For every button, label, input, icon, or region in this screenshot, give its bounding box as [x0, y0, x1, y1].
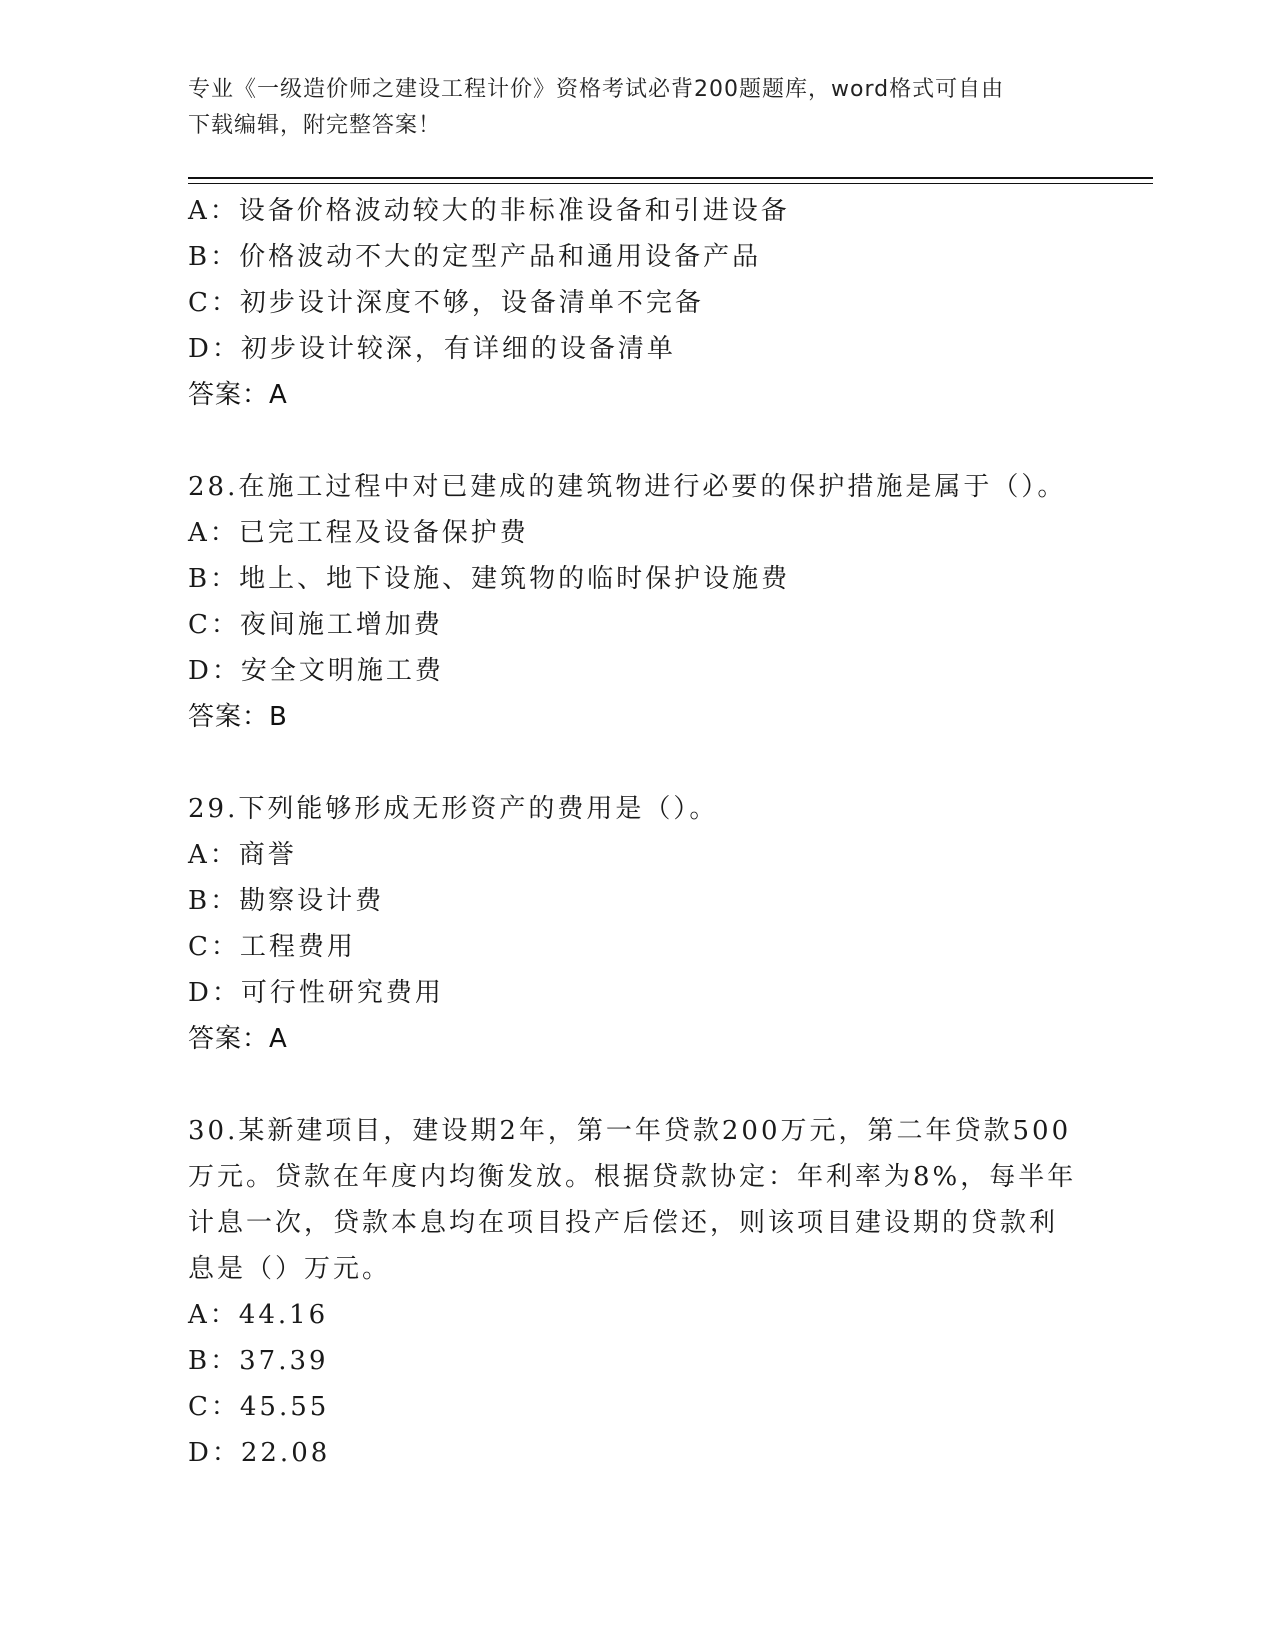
option-b: B：37.39: [188, 1346, 329, 1376]
option-c: C：初步设计深度不够，设备清单不完备: [188, 288, 704, 318]
question-text: 28.在施工过程中对已建成的建筑物进行必要的保护措施是属于（）。: [188, 472, 1067, 502]
option-a: A：设备价格波动较大的非标准设备和引进设备: [188, 196, 790, 226]
spacer: [188, 1062, 1088, 1108]
header-divider-top: [188, 177, 1153, 179]
option-d: D：安全文明施工费: [188, 656, 444, 686]
option-c: C：45.55: [188, 1392, 330, 1422]
option-a: A：已完工程及设备保护费: [188, 518, 529, 548]
option-b: B：价格波动不大的定型产品和通用设备产品: [188, 242, 762, 272]
header-line-1: 专业《一级造价师之建设工程计价》资格考试必背200题题库，word格式可自由: [188, 77, 1005, 102]
option-d: D：可行性研究费用: [188, 978, 444, 1008]
answer: 答案：A: [188, 380, 288, 410]
answer: 答案：B: [188, 702, 288, 732]
option-a: A：商誉: [188, 840, 297, 870]
question-30-block: [188, 1108, 1088, 1476]
question-27-block: [188, 188, 1088, 418]
question-text-line-3: 计息一次，贷款本息均在项目投产后偿还，则该项目建设期的贷款利: [188, 1208, 1059, 1238]
header-line-2: 下载编辑，附完整答案！: [188, 113, 442, 138]
option-c: C：夜间施工增加费: [188, 610, 443, 640]
document-header: [188, 72, 1088, 144]
answer: 答案：A: [188, 1024, 288, 1054]
question-29-block: [188, 786, 1088, 1062]
question-text-line-2: 万元。贷款在年度内均衡发放。根据贷款协定：年利率为8%，每半年: [188, 1162, 1077, 1192]
question-text-line-4: 息是（）万元。: [188, 1254, 392, 1284]
option-c: C：工程费用: [188, 932, 356, 962]
option-d: D：22.08: [188, 1438, 331, 1468]
spacer: [188, 740, 1088, 786]
option-b: B：地上、地下设施、建筑物的临时保护设施费: [188, 564, 791, 594]
spacer: [188, 418, 1088, 464]
question-content: [188, 188, 1088, 1476]
question-28-block: [188, 464, 1088, 740]
option-d: D：初步设计较深，有详细的设备清单: [188, 334, 676, 364]
header-divider-bottom: [188, 183, 1153, 184]
question-text-line-1: 30.某新建项目，建设期2年，第一年贷款200万元，第二年贷款500: [188, 1116, 1072, 1146]
option-b: B：勘察设计费: [188, 886, 385, 916]
question-text: 29.下列能够形成无形资产的费用是（）。: [188, 794, 719, 824]
option-a: A：44.16: [188, 1300, 329, 1330]
